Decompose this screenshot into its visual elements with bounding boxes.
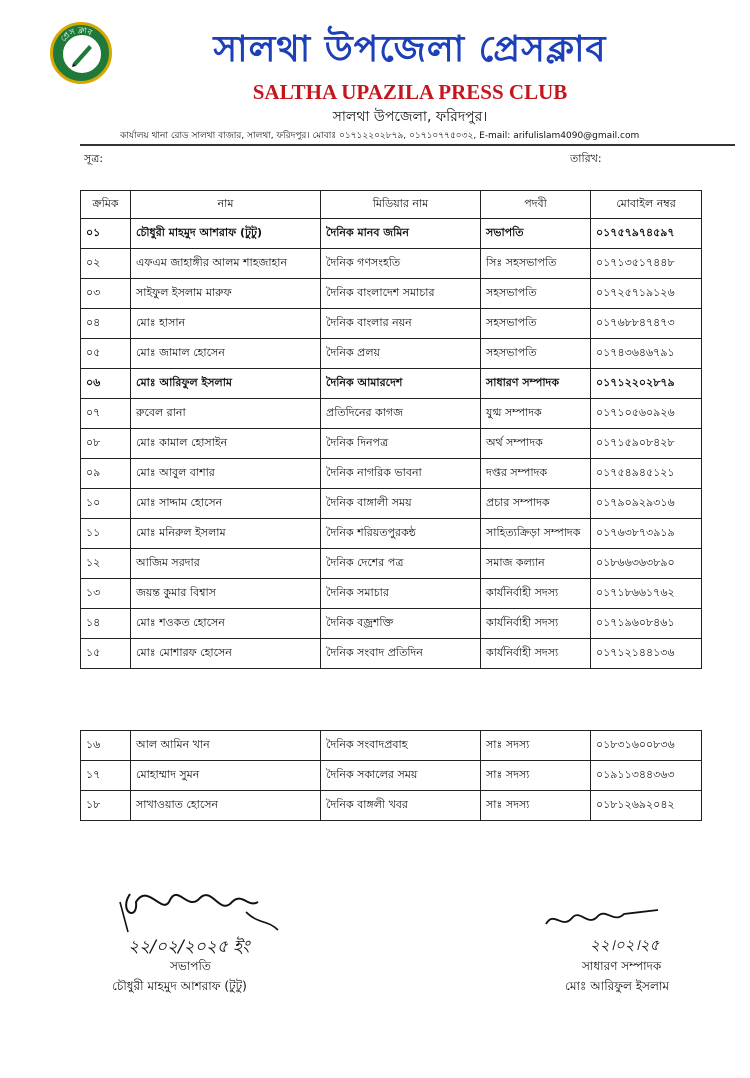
col-header-serial: ক্রমিক xyxy=(81,191,131,219)
cell-mobile: ০১৭৫৭৯৭৪৫৯৭ xyxy=(591,219,702,249)
table-row xyxy=(81,579,702,609)
cell-mobile: ০১৭৫৪৯৪৫১২১ xyxy=(591,459,702,489)
cell-name: আজিম সরদার xyxy=(131,549,321,579)
cell-mobile: ০১৭১৩৫১৭৪৪৮ xyxy=(591,249,702,279)
cell-mobile: ০১৭১৮৬৬১৭৬২ xyxy=(591,579,702,609)
press-club-logo xyxy=(50,22,112,84)
cell-serial: ১০ xyxy=(81,489,131,519)
cell-name: মোঃ মনিরুল ইসলাম xyxy=(131,519,321,549)
table-row xyxy=(81,249,702,279)
member-table-continued xyxy=(80,730,702,821)
cell-serial: ১৩ xyxy=(81,579,131,609)
logo-ring-text xyxy=(53,25,109,81)
table-row xyxy=(81,279,702,309)
cell-serial: ১৫ xyxy=(81,639,131,669)
cell-designation: কার্যনির্বাহী সদস্য xyxy=(481,609,591,639)
cell-media: দৈনিক আমারদেশ xyxy=(321,369,481,399)
office-address-line: কার্যালয় থানা রোড সালথা বাজার, সালথা, ফরিদপুর। মোবাঃ ০১৭১২২০২৮৭৯, ০১৭১০৭৭৫০৩২, E-mail: arifulislam4090@gmail.com xyxy=(120,131,640,141)
secretary-title: সাধারণ সম্পাদক xyxy=(582,959,662,973)
cell-serial: ১৪ xyxy=(81,609,131,639)
cell-name: মোঃ হাসান xyxy=(131,309,321,339)
cell-designation: সাধারণ সম্পাদক xyxy=(481,369,591,399)
secretary-signature-date: ২২।০২।২৫ xyxy=(590,936,660,954)
col-header-designation: পদবী xyxy=(481,191,591,219)
table-row xyxy=(81,399,702,429)
table-row xyxy=(81,639,702,669)
cell-designation: কার্যনির্বাহী সদস্য xyxy=(481,639,591,669)
cell-designation: সিঃ সহসভাপতি xyxy=(481,249,591,279)
cell-serial: ০২ xyxy=(81,249,131,279)
cell-serial: ০৩ xyxy=(81,279,131,309)
cell-name: সাইফুল ইসলাম মারুফ xyxy=(131,279,321,309)
cell-media: দৈনিক দিনপত্র xyxy=(321,429,481,459)
cell-designation: সহসভাপতি xyxy=(481,309,591,339)
table-row xyxy=(81,549,702,579)
cell-name: আল আমিন খান xyxy=(131,731,321,761)
cell-serial: ১১ xyxy=(81,519,131,549)
cell-name: মোঃ জামাল হোসেন xyxy=(131,339,321,369)
cell-media: দৈনিক দেশের পত্র xyxy=(321,549,481,579)
svg-text:প্রেস ক্লাব: প্রেস ক্লাব xyxy=(58,25,94,44)
cell-serial: ০৮ xyxy=(81,429,131,459)
cell-designation: সাঃ সদস্য xyxy=(481,731,591,761)
cell-serial: ০৬ xyxy=(81,369,131,399)
cell-designation: প্রচার সম্পাদক xyxy=(481,489,591,519)
cell-name: মোঃ কামাল হোসাইন xyxy=(131,429,321,459)
cell-media: দৈনিক সমাচার xyxy=(321,579,481,609)
table-row xyxy=(81,791,702,821)
table-row xyxy=(81,459,702,489)
table-row xyxy=(81,429,702,459)
cell-name: মোঃ সাদ্দাম হোসেন xyxy=(131,489,321,519)
table-row xyxy=(81,519,702,549)
president-signature xyxy=(108,872,348,972)
member-table xyxy=(80,190,702,669)
cell-name: মোঃ আরিফুল ইসলাম xyxy=(131,369,321,399)
cell-name: রুবেল রানা xyxy=(131,399,321,429)
cell-name: মোঃ মোশারফ হোসেন xyxy=(131,639,321,669)
table-row xyxy=(81,339,702,369)
cell-media: দৈনিক বাংলার নয়ন xyxy=(321,309,481,339)
cell-designation: সভাপতি xyxy=(481,219,591,249)
cell-name: চৌধুরী মাহমুদ আশরাফ (টুটু) xyxy=(131,219,321,249)
cell-mobile: ০১৭১২২০২৮৭৯ xyxy=(591,369,702,399)
cell-name: সাখাওয়াত হোসেন xyxy=(131,791,321,821)
table-row xyxy=(81,219,702,249)
cell-mobile: ০১৮৬৬৩৬৩৮৯০ xyxy=(591,549,702,579)
table-row xyxy=(81,761,702,791)
cell-name: মোহাম্মাদ সুমন xyxy=(131,761,321,791)
cell-designation: সাঃ সদস্য xyxy=(481,761,591,791)
header-divider xyxy=(80,144,735,146)
cell-designation: অর্থ সম্পাদক xyxy=(481,429,591,459)
cell-media: দৈনিক সংবাদপ্রবাহ xyxy=(321,731,481,761)
cell-designation: দপ্তর সম্পাদক xyxy=(481,459,591,489)
club-location: সালথা উপজেলা, ফরিদপুর। xyxy=(332,109,488,125)
cell-mobile: ০১৭৬৩৮৭৩৯১৯ xyxy=(591,519,702,549)
president-signature-date: ২২/০২/২০২৫ ইং xyxy=(128,937,250,957)
cell-serial: ০৯ xyxy=(81,459,131,489)
cell-media: দৈনিক বাংলাদেশ সমাচার xyxy=(321,279,481,309)
cell-media: দৈনিক বজ্রশক্তি xyxy=(321,609,481,639)
date-label: তারিখ: xyxy=(570,152,602,165)
cell-designation: সাঃ সদস্য xyxy=(481,791,591,821)
cell-media: দৈনিক বাঙ্গালী সময় xyxy=(321,489,481,519)
cell-media: দৈনিক সংবাদ প্রতিদিন xyxy=(321,639,481,669)
president-name: চৌধুরী মাহমুদ আশরাফ (টুটু) xyxy=(112,979,247,993)
cell-designation: যুগ্ম সম্পাদক xyxy=(481,399,591,429)
col-header-media: মিডিয়ার নাম xyxy=(321,191,481,219)
president-title: সভাপতি xyxy=(170,959,211,973)
cell-designation: কার্যনির্বাহী সদস্য xyxy=(481,579,591,609)
cell-mobile: ০১৮১২৬৯২০৪২ xyxy=(591,791,702,821)
table-row xyxy=(81,369,702,399)
cell-designation: সাহিত্যক্রিড়া সম্পাদক xyxy=(481,519,591,549)
cell-mobile: ০১৭১৫৯০৮৪২৮ xyxy=(591,429,702,459)
cell-serial: ০৪ xyxy=(81,309,131,339)
cell-name: জয়ন্ত কুমার বিশ্বাস xyxy=(131,579,321,609)
cell-media: দৈনিক শরিয়তপুরকন্ঠ xyxy=(321,519,481,549)
cell-name: মোঃ শওকত হোসেন xyxy=(131,609,321,639)
cell-mobile: ০১৭৪৩৬৪৬৭৯১ xyxy=(591,339,702,369)
cell-mobile: ০১৭৯০৯২৯৩১৬ xyxy=(591,489,702,519)
cell-name: এফএম জাহাঙ্গীর আলম শাহজাহান xyxy=(131,249,321,279)
cell-serial: ১২ xyxy=(81,549,131,579)
club-title-english: SALTHA UPAZILA PRESS CLUB xyxy=(252,80,568,104)
secretary-name: মোঃ আরিফুল ইসলাম xyxy=(565,979,670,993)
cell-serial: ০৫ xyxy=(81,339,131,369)
cell-designation: সহসভাপতি xyxy=(481,279,591,309)
cell-serial: ১৮ xyxy=(81,791,131,821)
cell-media: দৈনিক মানব জমিন xyxy=(321,219,481,249)
table-row xyxy=(81,489,702,519)
cell-media: দৈনিক সকালের সময় xyxy=(321,761,481,791)
col-header-name: নাম xyxy=(131,191,321,219)
cell-serial: ১৬ xyxy=(81,731,131,761)
cell-mobile: ০১৭৬৮৮৪৭৪৭৩ xyxy=(591,309,702,339)
cell-serial: ১৭ xyxy=(81,761,131,791)
cell-mobile: ০১৭১৯৬০৮৪৬১ xyxy=(591,609,702,639)
table-header-row xyxy=(81,191,702,219)
table-row xyxy=(81,309,702,339)
cell-designation: সহসভাপতি xyxy=(481,339,591,369)
cell-serial: ০৭ xyxy=(81,399,131,429)
cell-designation: সমাজ কল্যান xyxy=(481,549,591,579)
club-title-bangla: সালথা উপজেলা প্রেসক্লাব xyxy=(213,29,607,70)
table-row xyxy=(81,731,702,761)
cell-mobile: ০১৭১০৫৬০৯২৬ xyxy=(591,399,702,429)
cell-media: দৈনিক গণসংহতি xyxy=(321,249,481,279)
cell-mobile: ০১৮৩১৬০০৮৩৬ xyxy=(591,731,702,761)
cell-serial: ০১ xyxy=(81,219,131,249)
table-row xyxy=(81,609,702,639)
col-header-mobile: মোবাইল নম্বর xyxy=(591,191,702,219)
cell-mobile: ০১৭২৫৭১৯১২৬ xyxy=(591,279,702,309)
cell-mobile: ০১৯১১৩৪৪৩৬৩ xyxy=(591,761,702,791)
reference-label: সূত্র: xyxy=(84,152,104,165)
secretary-signature xyxy=(538,900,708,960)
cell-mobile: ০১৭১২১৪৪১৩৬ xyxy=(591,639,702,669)
cell-media: প্রতিদিনের কাগজ xyxy=(321,399,481,429)
cell-media: দৈনিক প্রলয় xyxy=(321,339,481,369)
cell-media: দৈনিক বাঙ্গলী খবর xyxy=(321,791,481,821)
cell-media: দৈনিক নাগরিক ভাবনা xyxy=(321,459,481,489)
cell-name: মোঃ আবুল বাশার xyxy=(131,459,321,489)
